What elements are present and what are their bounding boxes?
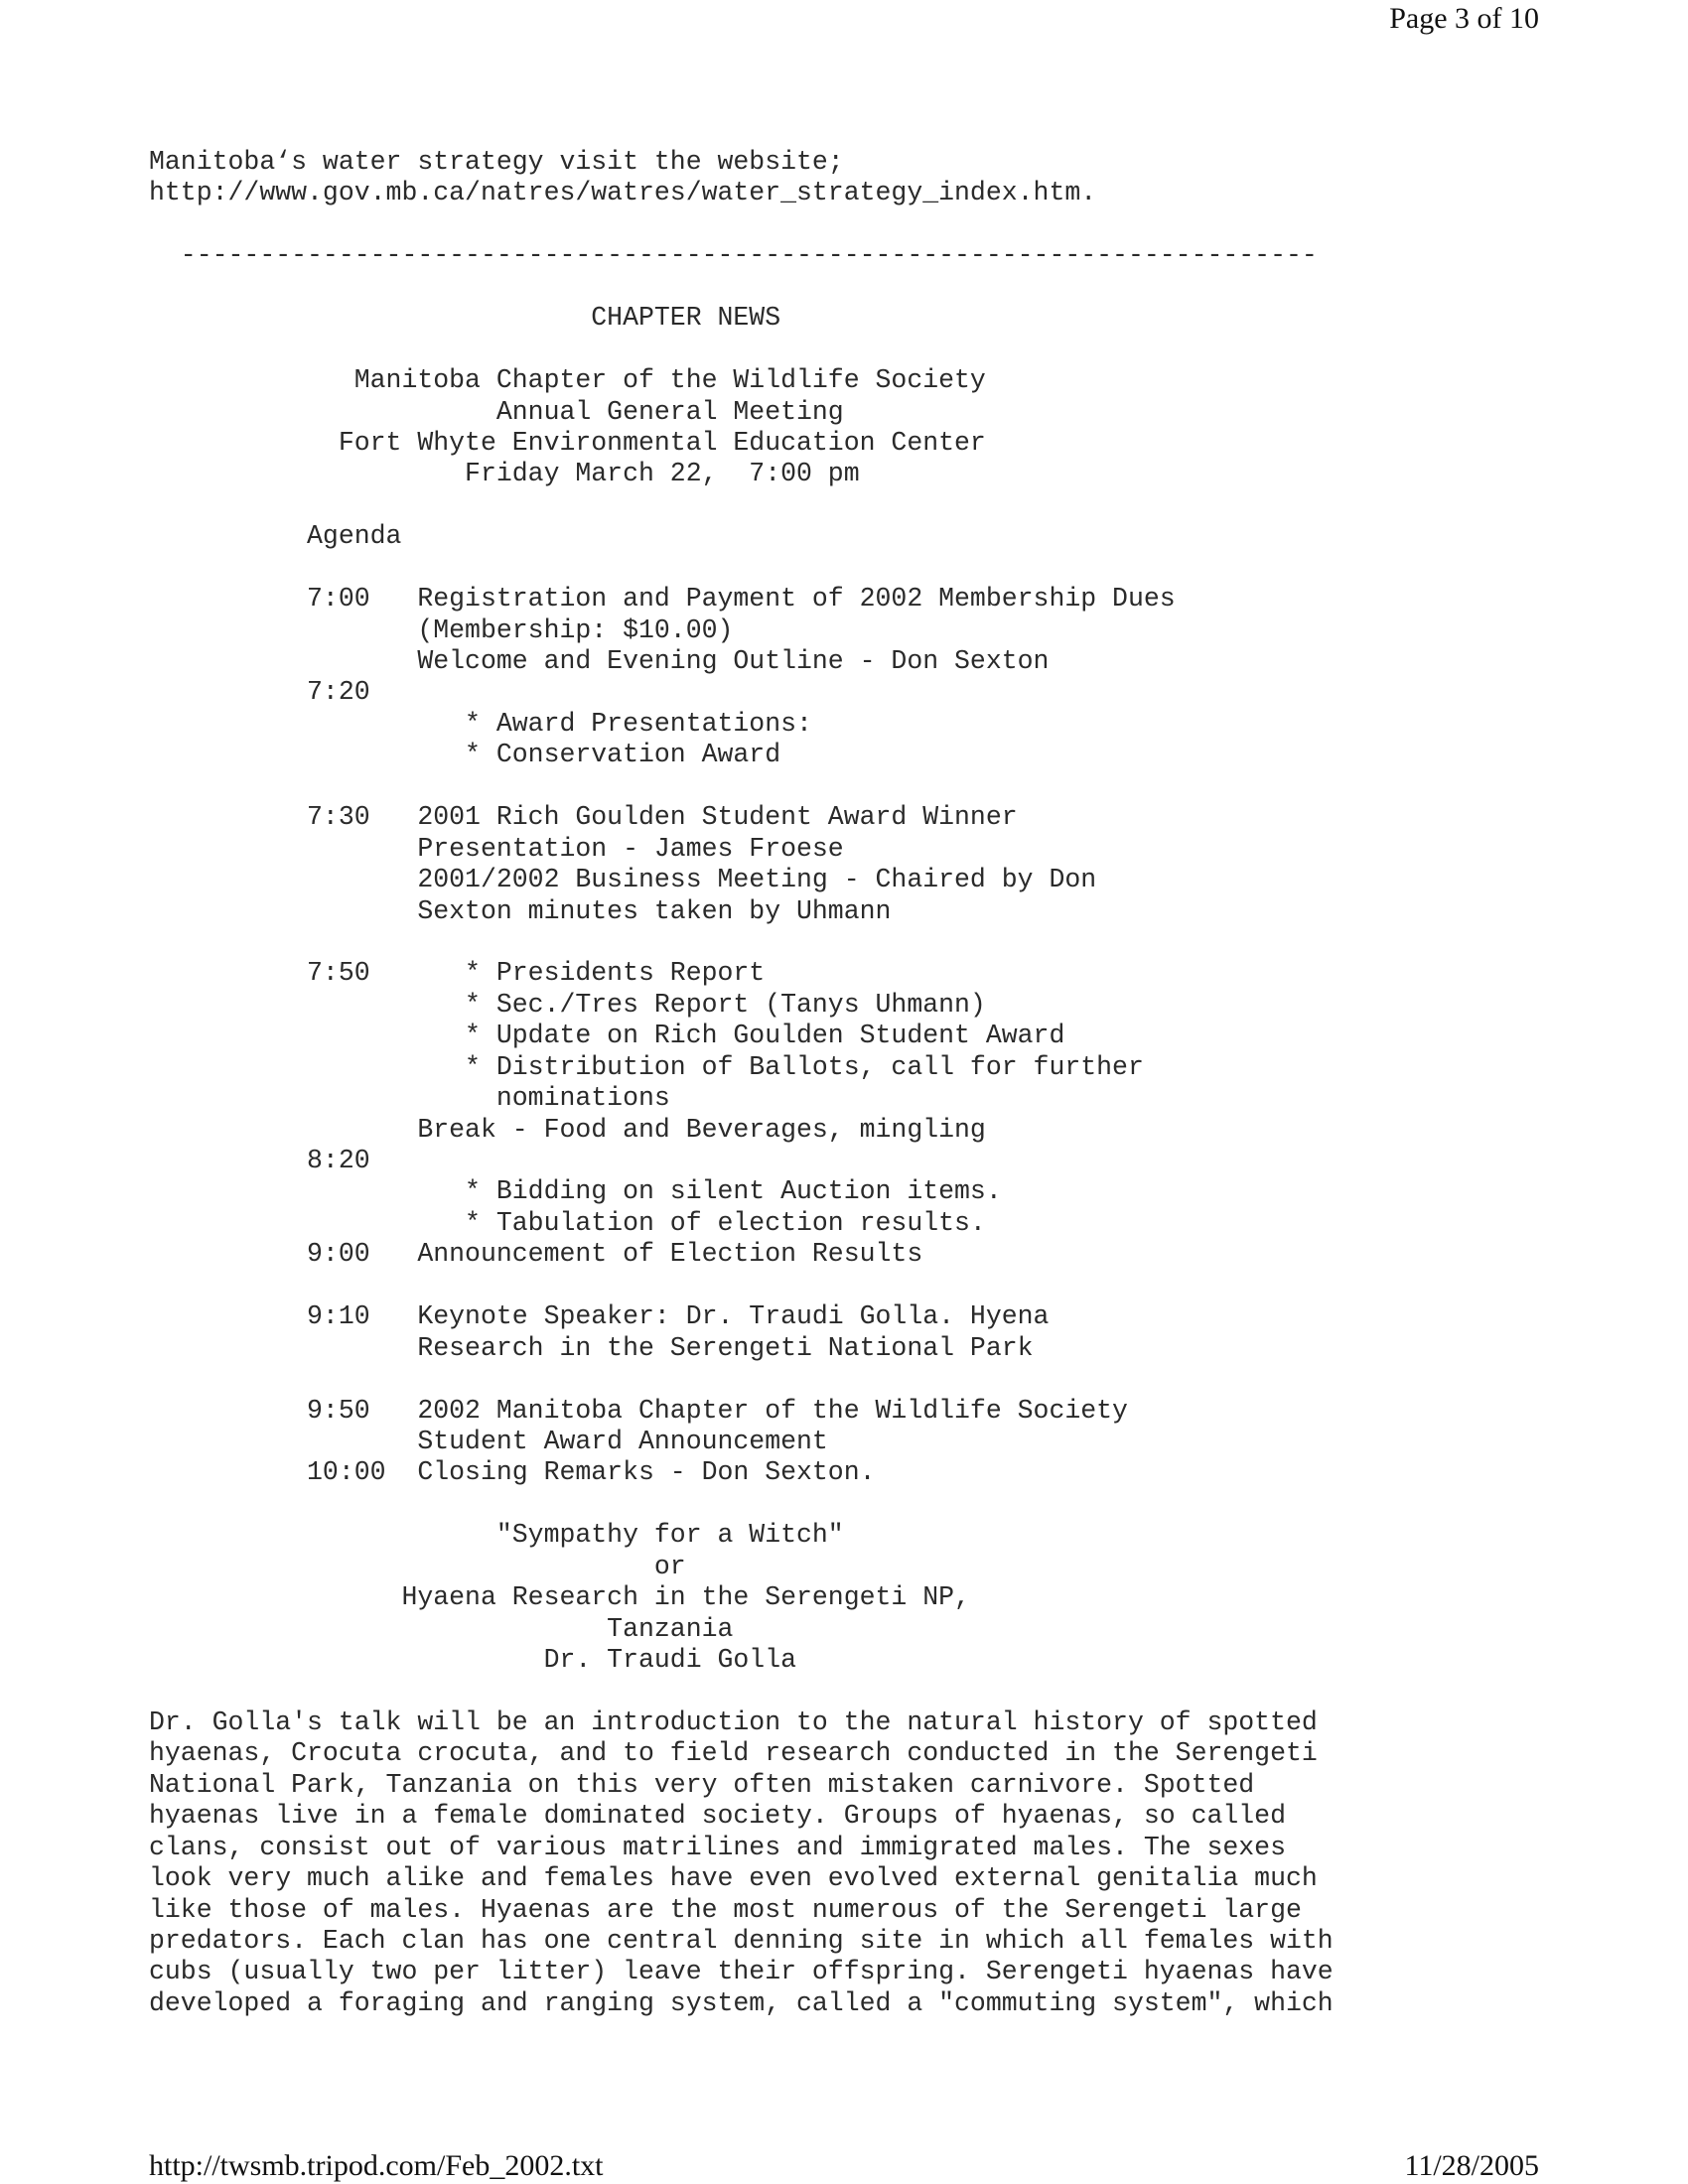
text-line: Dr. Golla's talk will be an introduction to the natural history of spotted bbox=[149, 1706, 1318, 1737]
text-line: 10:00 Closing Remarks - Don Sexton. bbox=[149, 1457, 876, 1488]
text-line bbox=[149, 1364, 1334, 1395]
text-line: Research in the Serengeti National Park bbox=[149, 1332, 1034, 1363]
text-line: look very much alike and females have even evolved external genitalia much bbox=[149, 1863, 1318, 1894]
text-line bbox=[149, 1489, 1334, 1520]
text-line: Fort Whyte Environmental Education Center bbox=[149, 427, 986, 458]
text-line: 7:00 Registration and Payment of 2002 Membership Dues bbox=[149, 584, 1176, 614]
text-line: 7:50 * Presidents Report bbox=[149, 958, 766, 989]
text-line: * Update on Rich Goulden Student Award bbox=[149, 1021, 1065, 1051]
text-line bbox=[149, 490, 1334, 521]
text-line: Manitoba‘s water strategy visit the website; bbox=[149, 147, 844, 177]
text-line: 7:20 bbox=[149, 677, 370, 708]
text-line: National Park, Tanzania on this very often mistaken carnivore. Spotted bbox=[149, 1769, 1255, 1800]
text-line: * Sec./Tres Report (Tanys Uhmann) bbox=[149, 989, 986, 1020]
text-line: CHAPTER NEWS bbox=[149, 303, 781, 334]
text-line: or bbox=[149, 1551, 686, 1581]
text-line: http://www.gov.mb.ca/natres/watres/water_strategy_index.htm. bbox=[149, 178, 1097, 208]
text-line: Presentation - James Froese bbox=[149, 833, 844, 864]
text-line: Agenda bbox=[149, 521, 402, 552]
text-line bbox=[149, 209, 1334, 240]
text-line bbox=[149, 1271, 1334, 1301]
footer-date: 11/28/2005 bbox=[1404, 2149, 1539, 2182]
text-line: Student Award Announcement bbox=[149, 1426, 828, 1456]
text-line: hyaenas live in a female dominated society. Groups of hyaenas, so called bbox=[149, 1801, 1286, 1832]
footer-url: http://twsmb.tripod.com/Feb_2002.txt bbox=[149, 2149, 604, 2182]
text-line bbox=[149, 335, 1334, 365]
text-line: "Sympathy for a Witch" bbox=[149, 1520, 844, 1551]
text-line: Manitoba Chapter of the Wildlife Society bbox=[149, 365, 986, 396]
text-line: predators. Each clan has one central denning site in which all females with bbox=[149, 1925, 1334, 1956]
text-line bbox=[149, 771, 1334, 802]
text-line bbox=[149, 272, 1334, 303]
text-line: cubs (usually two per litter) leave their offspring. Serengeti hyaenas have bbox=[149, 1957, 1334, 1987]
text-line: (Membership: $10.00) bbox=[149, 614, 734, 645]
text-line: ------------------------------------------------------------------------ bbox=[149, 240, 1318, 271]
text-line bbox=[149, 1676, 1334, 1706]
text-line: * Bidding on silent Auction items. bbox=[149, 1176, 1002, 1207]
text-line bbox=[149, 553, 1334, 584]
text-line: nominations bbox=[149, 1083, 670, 1114]
text-line: Sexton minutes taken by Uhmann bbox=[149, 895, 892, 926]
text-line: 9:50 2002 Manitoba Chapter of the Wildlife Society bbox=[149, 1395, 1128, 1426]
text-line: Welcome and Evening Outline - Don Sexton bbox=[149, 646, 1050, 676]
text-line: Hyaena Research in the Serengeti NP, bbox=[149, 1582, 970, 1613]
text-line: 9:00 Announcement of Election Results bbox=[149, 1239, 923, 1270]
text-line: 2001/2002 Business Meeting - Chaired by Don bbox=[149, 865, 1097, 895]
text-line: 9:10 Keynote Speaker: Dr. Traudi Golla. Hyena bbox=[149, 1301, 1050, 1332]
document-body bbox=[149, 147, 1334, 2019]
text-line: Break - Food and Beverages, mingling bbox=[149, 1114, 986, 1145]
text-line: hyaenas, Crocuta crocuta, and to field research conducted in the Serengeti bbox=[149, 1738, 1318, 1769]
text-line bbox=[149, 927, 1334, 958]
text-line: * Distribution of Ballots, call for further bbox=[149, 1051, 1144, 1082]
page-number: Page 3 of 10 bbox=[1389, 2, 1539, 35]
text-line: like those of males. Hyaenas are the most numerous of the Serengeti large bbox=[149, 1894, 1302, 1925]
text-line: developed a foraging and ranging system, called a "commuting system", which bbox=[149, 1987, 1334, 2018]
text-line: 7:30 2001 Rich Goulden Student Award Winner bbox=[149, 802, 1018, 833]
text-line: * Award Presentations: bbox=[149, 708, 812, 739]
text-line: 8:20 bbox=[149, 1146, 370, 1175]
text-line: Annual General Meeting bbox=[149, 396, 844, 427]
text-line: Friday March 22, 7:00 pm bbox=[149, 459, 860, 489]
text-line: Tanzania bbox=[149, 1613, 734, 1644]
text-line: clans, consist out of various matrilines and immigrated males. The sexes bbox=[149, 1832, 1286, 1862]
text-line: Dr. Traudi Golla bbox=[149, 1645, 797, 1675]
text-line: * Conservation Award bbox=[149, 740, 781, 770]
text-line: * Tabulation of election results. bbox=[149, 1207, 986, 1238]
